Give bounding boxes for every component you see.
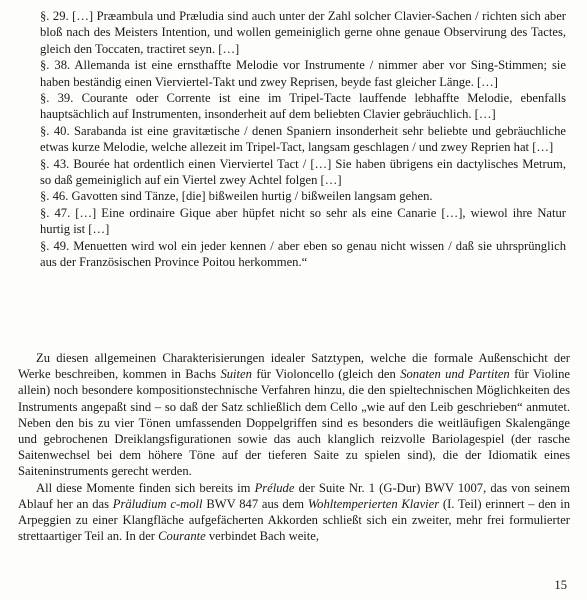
quote-paragraph-38: §. 38. Allemanda ist eine ernsthaffte Melodie vor Instrumente / nimmer aber vor Sing-Stimmen; sie haben beständig einen Vierviertel-Takt und zwey Reprisen, beyde fast gleicher Länge. […] xyxy=(40,58,566,89)
text-run: für Violoncello (gleich den xyxy=(251,367,401,382)
text-run: (I. Teil) erinnert – den in Arpeggien zu einer Klangfläche aufgefächerten Akkorden schließt sich ein zweiter, mehr frei formulierter strettaartiger Teil an. In der xyxy=(18,496,571,544)
quote-paragraph-43: §. 43. Bourée hat ordentlich einen Vierviertel Tact / […] Sie haben übrigens ein dactylisches Metrum, so daß gemeiniglich auf ein Viertel zwey Achtel folgen […] xyxy=(40,156,566,188)
body-text xyxy=(18,350,570,544)
text-run: der Suite Nr. 1 (G-Dur) BWV 1007, das von seinem Ablauf her an das xyxy=(18,480,571,511)
quote-paragraph-39: §. 39. Courante oder Corrente ist eine im Tripel-Tacte lauffende lebhaffte Melodie, ebenfalls hauptsächlich auf Instrumenten, insonderheit auf dem beliebten Clavier gebräuchlich. […] xyxy=(40,91,566,122)
text-run: verbindet Bach weite, xyxy=(205,529,320,544)
italic-run: Suiten xyxy=(220,367,252,382)
italic-run: Prélude xyxy=(254,480,295,495)
italic-run: Sonaten und Partiten xyxy=(400,367,510,382)
quote-paragraph-40: §. 40. Sarabanda ist eine gravitætische / denen Spaniern insonderheit sehr beliebte und gebräuchliche etwas kurze Melodie, welche allezeit im Tripel-Tact, langsam geschlagen / und zwey Reprien hat […] xyxy=(40,123,566,155)
body-paragraph-2 xyxy=(18,480,570,545)
text-run: All diese Momente finden sich bereits im xyxy=(36,480,255,495)
quote-paragraph-46: §. 46. Gavotten sind Tänze, [die] bißweilen hurtig / bißweilen langsam gehen. xyxy=(40,189,433,204)
body-paragraph-1 xyxy=(18,350,570,480)
italic-run: Courante xyxy=(158,529,206,544)
quote-block xyxy=(40,8,566,271)
italic-run: Präludium c-moll xyxy=(112,496,203,511)
quote-paragraph-49: §. 49. Menuetten wird wol ein jeder kennen / aber eben so genau nicht wissen / daß sie uhrsprünglich aus der Französischen Province Poitou herkommen.“ xyxy=(40,238,566,270)
text-run: für Violine allein) noch besondere kompositionstechnische Verfahren hinzu, die den spieltechnischen Möglichkeiten des Instruments angepaßt sind – so daß der Satz schließlich dem Cello „wie auf den Leib geschrieben“ anmutet. Neben den bis zu vier Tönen umfassenden Doppelgriffen sind es besonders die weitläufigen Skalengänge und gebrochenen Dreiklangsfigurationen sowie das auch klanglich reizvolle Bariolagespiel (der rasche Saitenwechsel bei dem höhere Töne auf der tieferen Saite zu spielen sind), die der Idiomatik eines Saiteninstruments gerecht werden. xyxy=(18,367,570,479)
text-run: Zu diesen allgemeinen Charakterisierungen idealer Satztypen, welche die formale Außenschicht der Werke beschreiben, kommen in Bachs xyxy=(18,351,570,382)
italic-run: Wohltemperierten Klavier xyxy=(307,496,440,511)
quote-paragraph-29: §. 29. […] Præambula und Præludia sind auch unter der Zahl solcher Clavier-Sachen / richten sich aber bloß nach des Meisters Intention, und wollen gemeiniglich gerne ohne genaue Observirung des Tactes, gleich den Toccaten, tractiret seyn. […] xyxy=(40,9,566,56)
text-run: BWV 847 aus dem xyxy=(202,496,308,511)
quote-paragraph-47: §. 47. […] Eine ordinaire Gique aber hüpfet nicht so sehr als eine Canarie […], wiewol ihre Natur hurtig ist […] xyxy=(40,205,566,237)
page-number: 15 xyxy=(554,578,567,592)
